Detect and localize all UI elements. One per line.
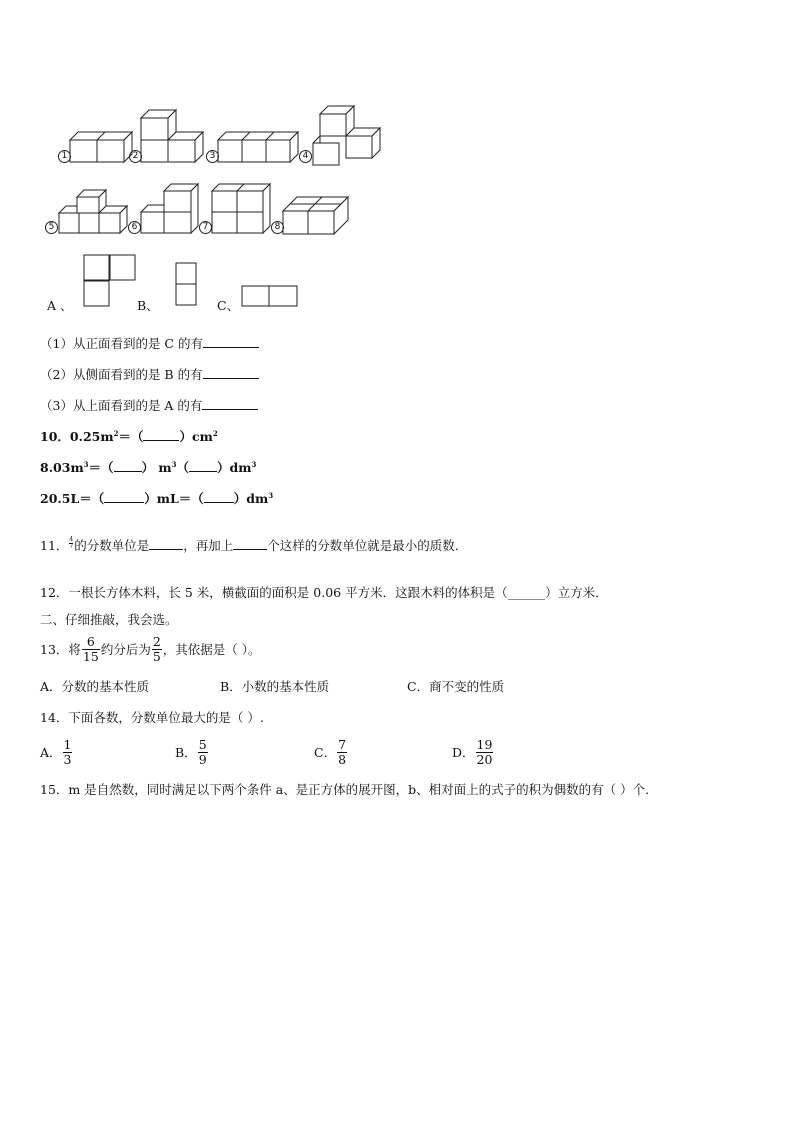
q9-sub3: （3）从上面看到的是 A 的有 <box>40 396 258 414</box>
fraction: $\frac{7}{8}$ <box>338 736 347 767</box>
answer-blank[interactable] <box>203 336 259 348</box>
answer-blank[interactable] <box>149 538 183 550</box>
fraction: $\frac{4}{7}$ <box>69 536 74 550</box>
answer-blank[interactable] <box>233 538 267 550</box>
answer-blank[interactable] <box>203 367 259 379</box>
answer-blank[interactable] <box>189 460 217 472</box>
view-a-shape <box>84 255 135 306</box>
q12: 12．一根长方体木料，长 5 米，横截面的面积是 0.06 平方米．这跟木料的体积是（______）立方米． <box>40 585 608 600</box>
view-c-label: C、 <box>217 298 240 313</box>
figure-label-8: 8 <box>271 221 284 234</box>
q14-option-d[interactable]: D． $\frac{19}{20}$ <box>452 736 493 767</box>
figure-label-2: 2 <box>129 150 142 163</box>
figure-label-5: 5 <box>45 221 58 234</box>
q13: 13．将 $\frac{6}{15}$ 约分后为 $\frac{2}{5}$ ，其依据是（ ）。 <box>40 633 261 664</box>
view-c-shape <box>242 286 297 306</box>
q15: 15．m 是自然数，同时满足以下两个条件 a、是正方体的展开图，b、相对面上的式子的积为偶数的有（ ）个． <box>40 782 658 797</box>
q9-sub2: （2）从侧面看到的是 B 的有 <box>40 365 259 383</box>
answer-blank[interactable] <box>143 429 179 441</box>
answer-blank[interactable] <box>202 398 258 410</box>
q14-stem: 14．下面各数，分数单位最大的是（ ）. <box>40 710 264 725</box>
q11: 11． $\frac{4}{7}$ 的分数单位是 ，再加上 个这样的分数单位就是最小的质数． <box>40 536 468 553</box>
q14-option-a[interactable]: A． $\frac{1}{3}$ <box>40 736 72 767</box>
figure-label-7: 7 <box>199 221 212 234</box>
view-b-label: B、 <box>137 298 159 313</box>
fraction: $\frac{5}{9}$ <box>198 736 207 767</box>
figure-3-cubes <box>218 132 298 162</box>
section-2-heading: 二、仔细推敲，我会选。 <box>40 612 178 627</box>
figure-label-3: 3 <box>206 150 219 163</box>
fraction: $\frac{1}{3}$ <box>63 736 72 767</box>
answer-blank[interactable] <box>114 460 142 472</box>
figure-8-cubes <box>283 197 348 234</box>
fraction: $\frac{6}{15}$ <box>82 633 99 664</box>
view-a-label: A 、 <box>47 298 73 313</box>
q14-option-b[interactable]: B． $\frac{5}{9}$ <box>175 736 207 767</box>
figure-4-cubes <box>313 106 380 165</box>
cube-figures <box>0 0 794 320</box>
q10-line1: 10．$0.25m^2=$（ ）$cm^2$ <box>40 428 218 444</box>
answer-blank[interactable] <box>104 491 144 503</box>
q10-line3: 20.5L＝（ ）mL＝（ ）$dm^3$ <box>40 490 274 506</box>
figure-6-cubes <box>141 184 198 233</box>
fraction: $\frac{2}{5}$ <box>152 633 161 664</box>
figure-7-cubes <box>212 184 270 233</box>
figure-5-cubes <box>59 190 127 233</box>
view-b-shape <box>176 263 196 305</box>
q14-option-c[interactable]: C． $\frac{7}{8}$ <box>314 736 347 767</box>
fraction: $\frac{19}{20}$ <box>476 736 493 767</box>
q10-line2: $8.03m^3=$（ ） $m^3$（ ）$dm^3$ <box>40 459 257 475</box>
figure-label-6: 6 <box>128 221 141 234</box>
figure-label-4: 4 <box>299 150 312 163</box>
q13-option-a[interactable]: A．分数的基本性质 <box>40 679 150 694</box>
figure-label-1: 1 <box>58 150 71 163</box>
figure-2-cubes <box>141 110 203 162</box>
q13-option-b[interactable]: B．小数的基本性质 <box>220 679 330 694</box>
q13-option-c[interactable]: C．商不变的性质 <box>407 679 505 694</box>
answer-blank[interactable] <box>204 491 234 503</box>
figure-1-cubes <box>70 132 132 162</box>
q9-sub1: （1）从正面看到的是 C 的有 <box>40 334 259 352</box>
